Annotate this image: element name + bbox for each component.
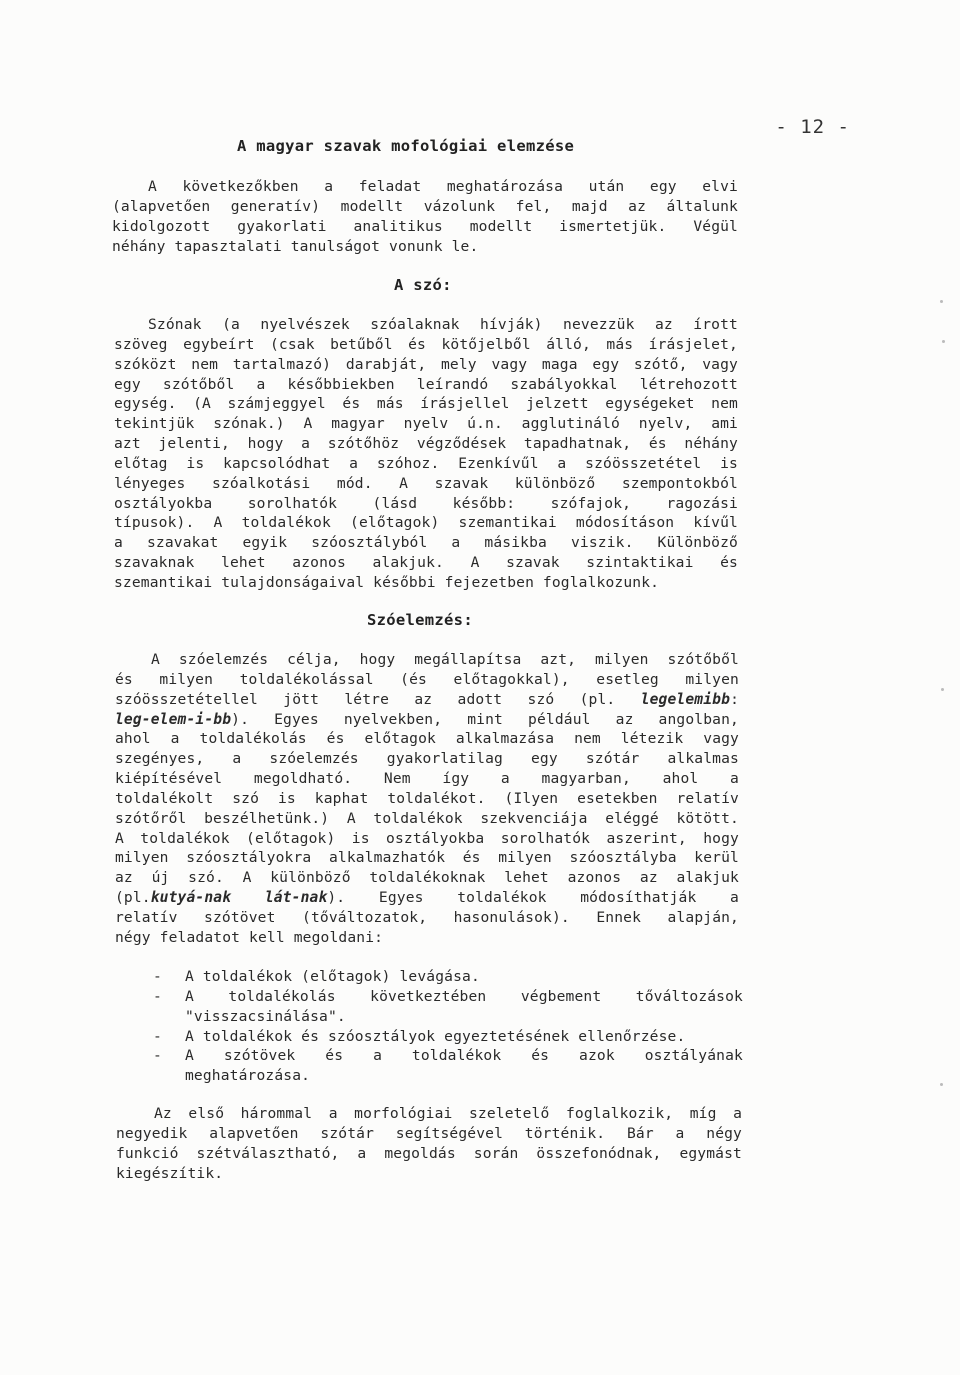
- paragraph-line: és milyen toldalékolással (és előtagokkal), esetleg milyen: [115, 670, 739, 688]
- example-word: kutyá-nak lát-nak: [150, 889, 328, 907]
- paragraph-line: [115, 690, 739, 710]
- paragraph-line: kidolgozott gyakorlati analitikus modellt ismertetjük. Végül: [112, 217, 738, 235]
- paragraph-line: milyen szóosztályokra alkalmazhatók és milyen szóosztályba kerül: [115, 849, 739, 867]
- paragraph-line: tekintjük szónak.) A magyar nyelv ú.n. agglutináló nyelv, ami: [114, 415, 738, 433]
- paragraph-line: egy szótőből a későbbiekben leírandó szabályokkal létrehozott: [114, 375, 738, 393]
- intro-paragraph: [112, 177, 738, 256]
- paragraph-line: A szóelemzés célja, hogy megállapítsa azt, milyen szótőből: [151, 651, 739, 668]
- scan-speck: [940, 300, 943, 303]
- text-span: (pl.: [115, 889, 151, 907]
- example-word: legelemibb: [640, 690, 731, 708]
- scan-speck: [940, 1083, 943, 1086]
- paragraph-line: A toldalékok (előtagok) is osztályokba sorolhatók aszerint, hogy: [115, 829, 739, 847]
- paragraph-line: funkció szétválasztható, a megoldás során összefonódnak, egymást: [116, 1144, 742, 1162]
- paragraph-line: [115, 710, 739, 730]
- paragraph-line: előtag is kapcsolódhat a szóhoz. Ezenkívűl a szóösszetétel is: [114, 454, 738, 472]
- scan-speck: [941, 688, 944, 691]
- page-title: A magyar szavak mofológiai elemzése: [237, 137, 575, 155]
- paragraph-line: osztályokba sorolhatók (lásd később: szófajok, ragozási: [114, 494, 738, 512]
- paragraph-line: [115, 888, 739, 908]
- paragraph-line: négy feladatot kell megoldani:: [115, 928, 384, 946]
- list-dash: -: [153, 968, 162, 985]
- paragraph-line: szemantikai tulajdonságaival későbbi fejezetben foglalkozunk.: [114, 573, 660, 591]
- list-item-text: A szótövek és a toldalékok és azok osztályának: [185, 1047, 743, 1065]
- list-dash: -: [153, 1027, 162, 1045]
- section-heading-szo: A szó:: [394, 276, 452, 294]
- list-dash: -: [153, 987, 162, 1005]
- paragraph-line: néhány tapasztalati tanulságot vonunk le.: [112, 237, 479, 255]
- list-item-text: A toldalékok (előtagok) levágása.: [185, 968, 480, 985]
- paragraph-line: lényeges szóalkotási mód. A szavak különböző szempontokból: [114, 474, 738, 492]
- paragraph-line: Szónak (a nyelvészek szóalaknak hívják) nevezzük az írott: [148, 316, 738, 333]
- paragraph-line: Az első hárommal a morfológiai szeletelő foglalkozik, míg a: [154, 1105, 742, 1122]
- paragraph-line: szóközt nem tartalmazó) darabját, mely vagy maga egy szótő, vagy: [114, 355, 738, 373]
- paragraph-line: típusok). A toldalékok (előtagok) szemantikai módosításon kívűl: [114, 514, 738, 532]
- list-item: [153, 987, 743, 1027]
- list-item-text: meghatározása.: [185, 1067, 311, 1085]
- paragraph-line: szöveg egybeírt (csak betűből és kötőjelből álló, más írásjelet,: [114, 335, 738, 353]
- paragraph-line: szavaknak lehet azonos alakjuk. A szavak szintaktikai és: [114, 554, 738, 572]
- text-span: ). Egyes toldalékok módosíthatják a: [327, 889, 739, 907]
- page-number: - 12 -: [775, 116, 850, 138]
- list-item-text: A toldalékolás következtében végbement tőváltozások: [185, 987, 743, 1005]
- scan-speck: [942, 340, 945, 343]
- szo-paragraph: [114, 315, 738, 593]
- task-list: [153, 967, 743, 1086]
- list-item: [153, 1027, 743, 1047]
- paragraph-line: egység. (A számjeggyel és más írásjellel jelzett egységeket nem: [114, 395, 738, 413]
- list-item: [153, 967, 743, 987]
- paragraph-line: azt jelenti, hogy a szótőhöz végződések tapadhatnak, és néhány: [114, 435, 738, 453]
- paragraph-line: (alapvetően generatív) modellt vázolunk fel, majd az általunk: [112, 197, 738, 215]
- example-word: leg-elem-i-bb: [115, 710, 232, 728]
- section-heading-szoelemzes: Szóelemzés:: [367, 611, 473, 629]
- paragraph-line: negyedik alapvetően szótár segítségével történik. Bár a négy: [116, 1124, 742, 1142]
- text-span: szóösszetétellel jött létre az adott szó (pl.: [115, 690, 641, 708]
- list-item-text: A toldalékok és szóosztályok egyeztetésének ellenőrzése.: [185, 1027, 686, 1045]
- paragraph-line: kiegészítik.: [116, 1164, 224, 1182]
- paragraph-line: szegényes, a szóelemzés gyakorlatilag egy szótár alkalmas: [115, 750, 739, 768]
- paragraph-line: kiépítésével megoldható. Nem így a magyarban, ahol a: [115, 770, 739, 788]
- paragraph-line: ahol a toldalékolás és előtagok alkalmazása nem létezik vagy: [115, 730, 739, 748]
- paragraph-line: a szavakat egyik szóosztályból a másikba viszik. Különböző: [114, 534, 738, 552]
- text-span: :: [730, 690, 739, 708]
- conclusion-paragraph: [116, 1104, 742, 1183]
- paragraph-line: az új szó. A különböző toldalékoknak lehet azonos az alakjuk: [115, 869, 739, 887]
- text-span: ). Egyes nyelvekben, mint például az angolban,: [231, 710, 739, 728]
- paragraph-line: toldalékolt szó is kaphat toldalékot. (Ilyen esetekben relatív: [115, 789, 739, 807]
- paragraph-line: A következőkben a feladat meghatározása után egy elvi: [148, 178, 738, 195]
- list-dash: -: [153, 1047, 162, 1065]
- szoelemzes-paragraph: [115, 650, 739, 948]
- list-item-text: "visszacsinálása".: [185, 1007, 346, 1025]
- paragraph-line: szótőről beszélhetünk.) A toldalékok szekvenciája eléggé kötött.: [115, 809, 739, 827]
- paragraph-line: relatív szótövet (tőváltozatok, hasonulások). Ennek alapján,: [115, 908, 739, 926]
- list-item: [153, 1046, 743, 1086]
